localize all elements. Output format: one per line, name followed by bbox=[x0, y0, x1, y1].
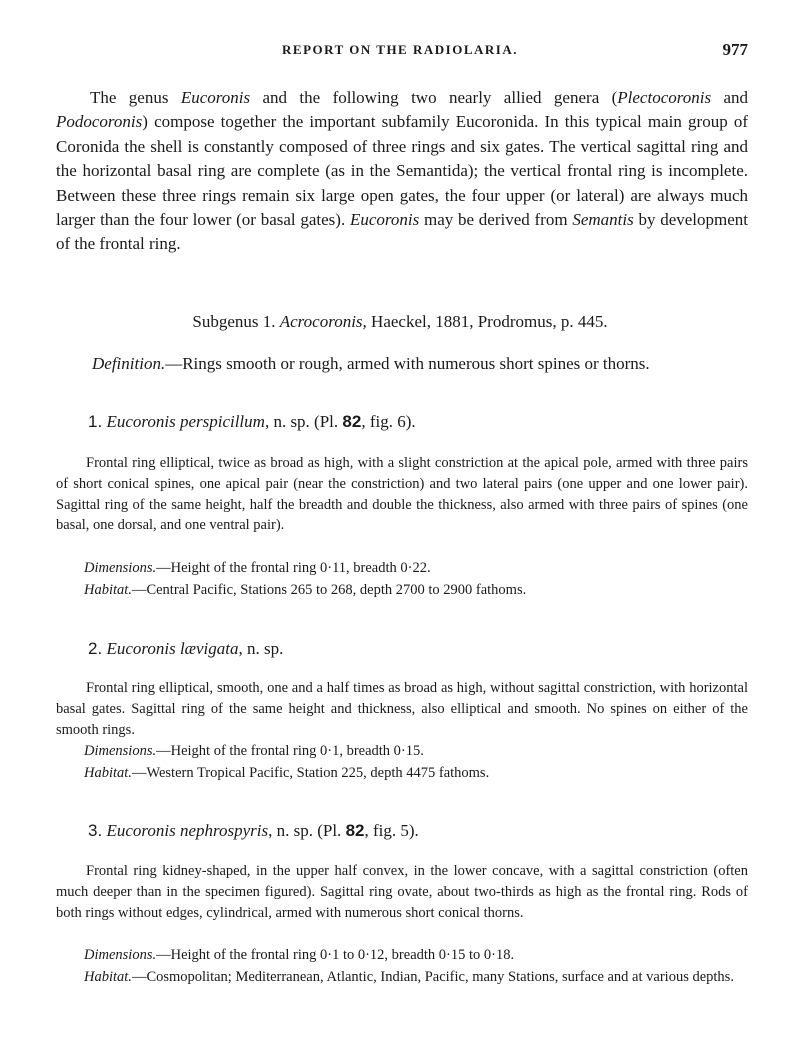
plate-number: 82 bbox=[342, 412, 362, 431]
habitat-label: Habitat. bbox=[84, 582, 132, 598]
species-suffix: , n. sp. (Pl. bbox=[268, 821, 346, 840]
genus-name: Semantis bbox=[572, 210, 634, 230]
dimensions-label: Dimensions. bbox=[84, 560, 157, 576]
species-title bbox=[88, 411, 748, 433]
figure-ref: , fig. 5). bbox=[364, 821, 419, 840]
habitat-text: —Cosmopolitan; Mediterranean, Atlantic, Indian, Pacific, many Stations, surface and at various depths. bbox=[131, 969, 734, 985]
species-description: Frontal ring kidney-shaped, in the upper half convex, in the lower concave, with a sagittal constriction (often much deeper than in the specimen figured). Sagittal ring ovate, about two-thirds as high as the frontal ring. Rods of both rings without edges, cylindrical, armed with numerous short conical thorns. bbox=[56, 863, 748, 921]
dimensions-label: Dimensions. bbox=[84, 947, 157, 963]
habitat-line bbox=[84, 580, 748, 601]
subgenus-prefix: Subgenus 1. bbox=[192, 312, 280, 331]
running-head: REPORT ON THE RADIOLARIA. bbox=[282, 42, 518, 57]
habitat-text: —Central Pacific, Stations 265 to 268, depth 2700 to 2900 fathoms. bbox=[131, 582, 527, 598]
species-name: Eucoronis nephrospyris bbox=[106, 821, 269, 840]
definition bbox=[92, 353, 752, 375]
definition-text: —Rings smooth or rough, armed with numerous short spines or thorns. bbox=[165, 354, 650, 373]
dimensions-text: —Height of the frontal ring 0·1 to 0·12, breadth 0·15 to 0·18. bbox=[156, 947, 515, 963]
habitat-label: Habitat. bbox=[84, 765, 132, 781]
species-description: Frontal ring elliptical, smooth, one and a half times as broad as high, without sagittal constriction, with horizontal basal gates. Sagittal ring of the same height and thickness, also elliptical and smooth. No spines on either of the smooth rings. bbox=[56, 680, 748, 738]
dimensions-line bbox=[84, 945, 748, 966]
habitat-line bbox=[84, 763, 748, 784]
species-suffix: , n. sp. (Pl. bbox=[264, 412, 343, 431]
species-name: Eucoronis perspicillum bbox=[106, 412, 265, 431]
subgenus-name: Acrocoronis, bbox=[279, 312, 367, 331]
page-number: 977 bbox=[722, 40, 748, 59]
intro-text: may be derived from bbox=[419, 210, 573, 230]
species-number: 1. bbox=[88, 412, 103, 431]
species-title bbox=[88, 638, 748, 660]
species-title bbox=[88, 820, 748, 842]
subgenus-citation: Haeckel, 1881, Prodromus, p. 445. bbox=[366, 312, 608, 331]
intro-text: The genus bbox=[90, 88, 181, 107]
dimensions-label: Dimensions. bbox=[84, 743, 157, 759]
intro-paragraph bbox=[56, 86, 748, 257]
species-description: Frontal ring elliptical, twice as broad as high, with a slight constriction at the apical pole, armed with three pairs of short conical spines, one apical pair (near the constriction) and two lateral pairs (one upper and one lower pair). Sagittal ring of the same height, half the breadth and double the thickness, also armed with three pairs of spines (one basal, one dorsal, and one ventral pair). bbox=[56, 455, 748, 534]
habitat-line bbox=[56, 967, 748, 988]
dimensions-text: —Height of the frontal ring 0·1, breadth 0·15. bbox=[156, 743, 424, 759]
intro-text: and the following two nearly allied genera ( bbox=[250, 88, 618, 107]
genus-name: Plectocoronis bbox=[617, 88, 712, 107]
subgenus-heading bbox=[0, 311, 800, 333]
species-suffix: , n. sp. bbox=[238, 639, 284, 658]
species-number: 2. bbox=[88, 639, 103, 658]
genus-name: Podocoronis bbox=[56, 112, 143, 132]
intro-text: and bbox=[711, 88, 749, 107]
figure-ref: , fig. 6). bbox=[361, 412, 416, 431]
genus-name: Eucoronis bbox=[180, 88, 251, 107]
habitat-text: —Western Tropical Pacific, Station 225, depth 4475 fathoms. bbox=[131, 765, 490, 781]
dimensions-line bbox=[84, 741, 748, 762]
definition-label: Definition. bbox=[92, 354, 166, 373]
species-name: Eucoronis lævigata bbox=[106, 639, 239, 658]
dimensions-line bbox=[84, 558, 748, 579]
habitat-label: Habitat. bbox=[84, 969, 132, 985]
plate-number: 82 bbox=[345, 821, 365, 840]
intro-text: ) compose together the important subfamily Eucoronida. In this typical main group of Coronida the shell is constantly composed of three rings and six gates. The vertical sagittal ring and the horizontal basal ring are complete (as in the Semantida); the vertical frontal ring is incomplete. Between these three rings remain six large open gates, the four upper (or lateral) are always much larger than the four lower (or basal gates). bbox=[56, 112, 748, 230]
species-number: 3. bbox=[88, 821, 103, 840]
dimensions-text: —Height of the frontal ring 0·11, breadth 0·22. bbox=[156, 560, 431, 576]
intro-text: by development of the frontal ring. bbox=[56, 210, 749, 254]
page-header bbox=[0, 40, 800, 64]
genus-name: Eucoronis bbox=[349, 210, 420, 230]
